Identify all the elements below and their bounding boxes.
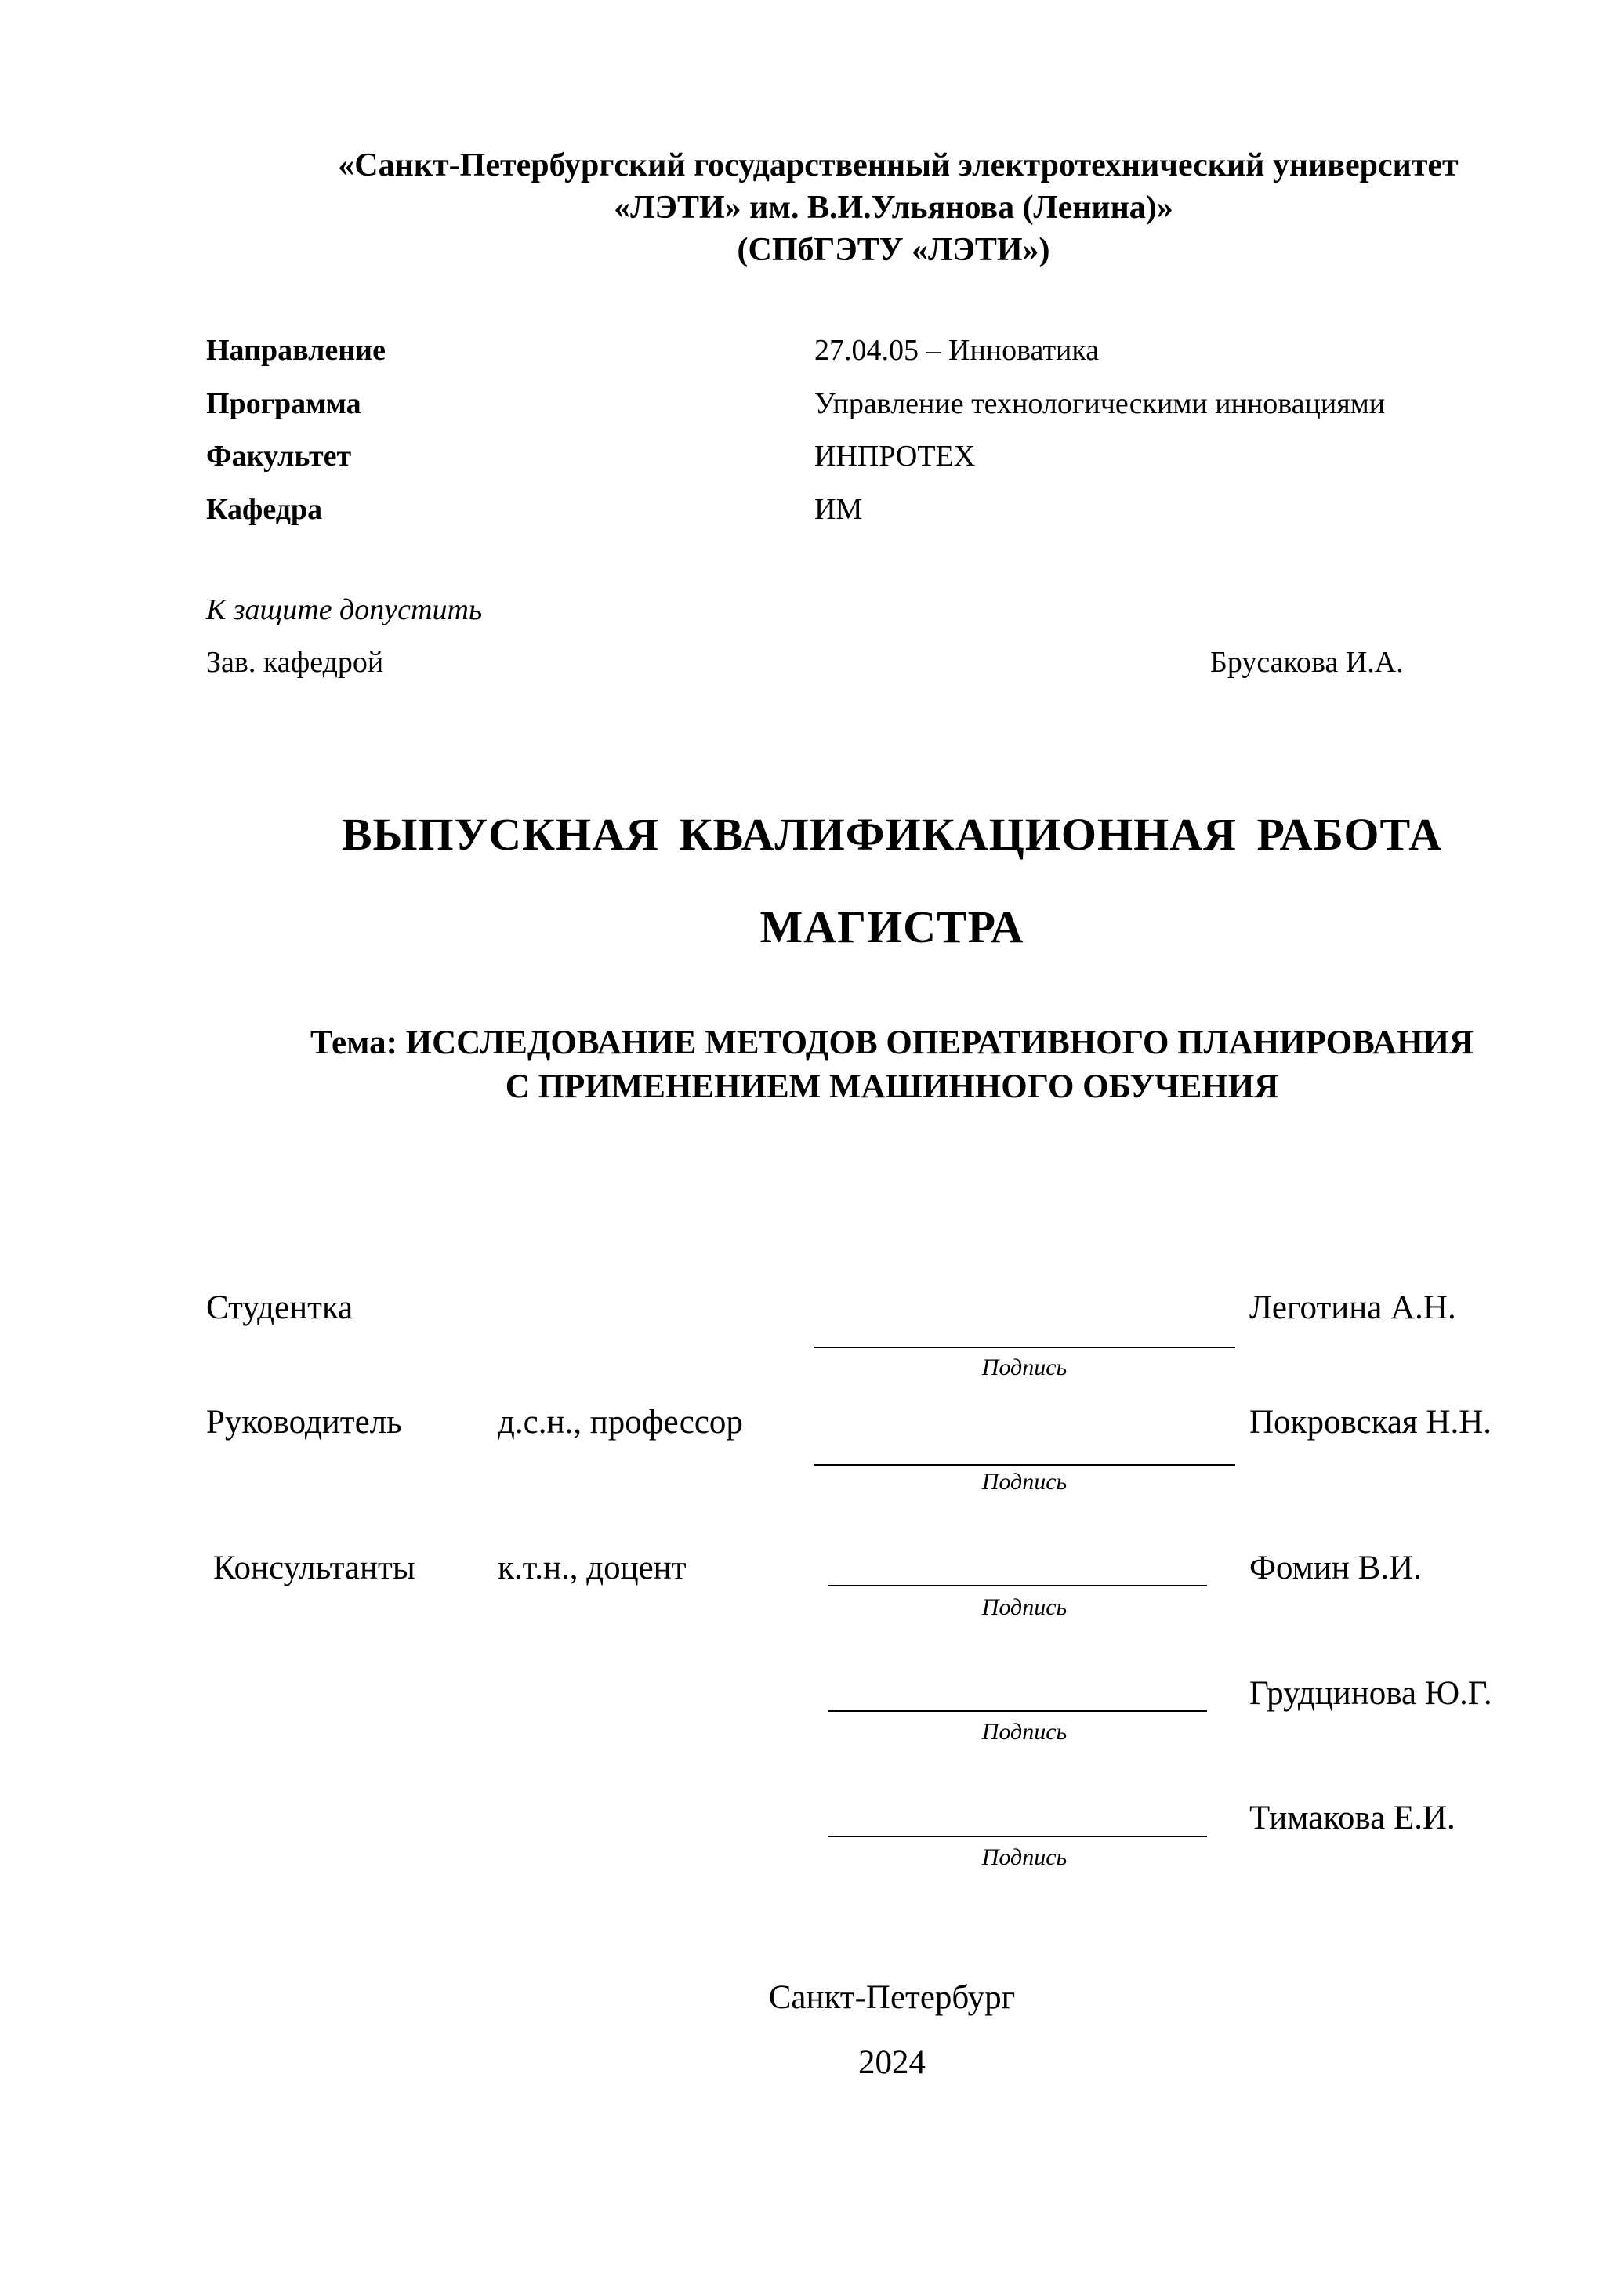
document-title: ВЫПУСКНАЯ КВАЛИФИКАЦИОННАЯ РАБОТА [341, 809, 1443, 860]
footer-year: 2024 [858, 2044, 926, 2081]
supervisor-name: Покровская Н.Н. [1249, 1404, 1492, 1441]
info-label-faculty: Факультет [206, 440, 352, 473]
supervisor-role: Руководитель [206, 1404, 402, 1441]
signature-line [828, 1585, 1207, 1586]
signature-label: Подпись [981, 1354, 1068, 1380]
university-name-line2: «ЛЭТИ» им. В.И.Ульянова (Ленина)» [614, 190, 1173, 226]
signature-line [814, 1347, 1235, 1348]
footer-city: Санкт-Петербург [768, 1979, 1016, 2016]
info-label-department: Кафедра [206, 493, 323, 526]
signature-line [828, 1710, 1207, 1712]
consultant-name: Тимакова Е.И. [1249, 1800, 1455, 1836]
signature-label: Подпись [981, 1844, 1068, 1870]
approval-note: К защите допустить [206, 593, 483, 626]
consultants-role: Консультанты [213, 1550, 415, 1586]
student-name: Леготина А.Н. [1249, 1289, 1456, 1326]
info-value-faculty: ИНПРОТЕХ [814, 440, 976, 473]
info-label-direction: Направление [206, 334, 386, 367]
approval-role: Зав. кафедрой [206, 646, 384, 679]
signature-label: Подпись [981, 1594, 1068, 1620]
consultant-name: Грудцинова Ю.Г. [1249, 1675, 1492, 1712]
signature-line [828, 1836, 1207, 1837]
info-label-program: Программа [206, 387, 361, 420]
university-abbr: (СПбГЭТУ «ЛЭТИ») [737, 232, 1050, 268]
supervisor-degree: д.с.н., профессор [498, 1404, 743, 1441]
consultant-name: Фомин В.И. [1249, 1550, 1422, 1586]
theme-line1: Тема: ИССЛЕДОВАНИЕ МЕТОДОВ ОПЕРАТИВНОГО ПЛАНИРОВАНИЯ [310, 1024, 1474, 1061]
info-value-department: ИМ [814, 493, 863, 526]
info-value-direction: 27.04.05 – Инноватика [814, 334, 1100, 367]
signature-label: Подпись [981, 1719, 1068, 1745]
signature-label: Подпись [981, 1469, 1068, 1495]
info-value-program: Управление технологическими инновациями [814, 387, 1386, 420]
theme-line2: С ПРИМЕНЕНИЕМ МАШИННОГО ОБУЧЕНИЯ [505, 1068, 1279, 1105]
consultants-degree: к.т.н., доцент [498, 1550, 687, 1586]
student-role: Студентка [206, 1289, 353, 1326]
document-title-line2: МАГИСТРА [759, 901, 1024, 952]
signature-line [814, 1464, 1235, 1466]
university-name: «Санкт-Петербургский государственный электротехнический университет [338, 147, 1459, 183]
approval-name: Брусакова И.А. [1210, 646, 1404, 679]
